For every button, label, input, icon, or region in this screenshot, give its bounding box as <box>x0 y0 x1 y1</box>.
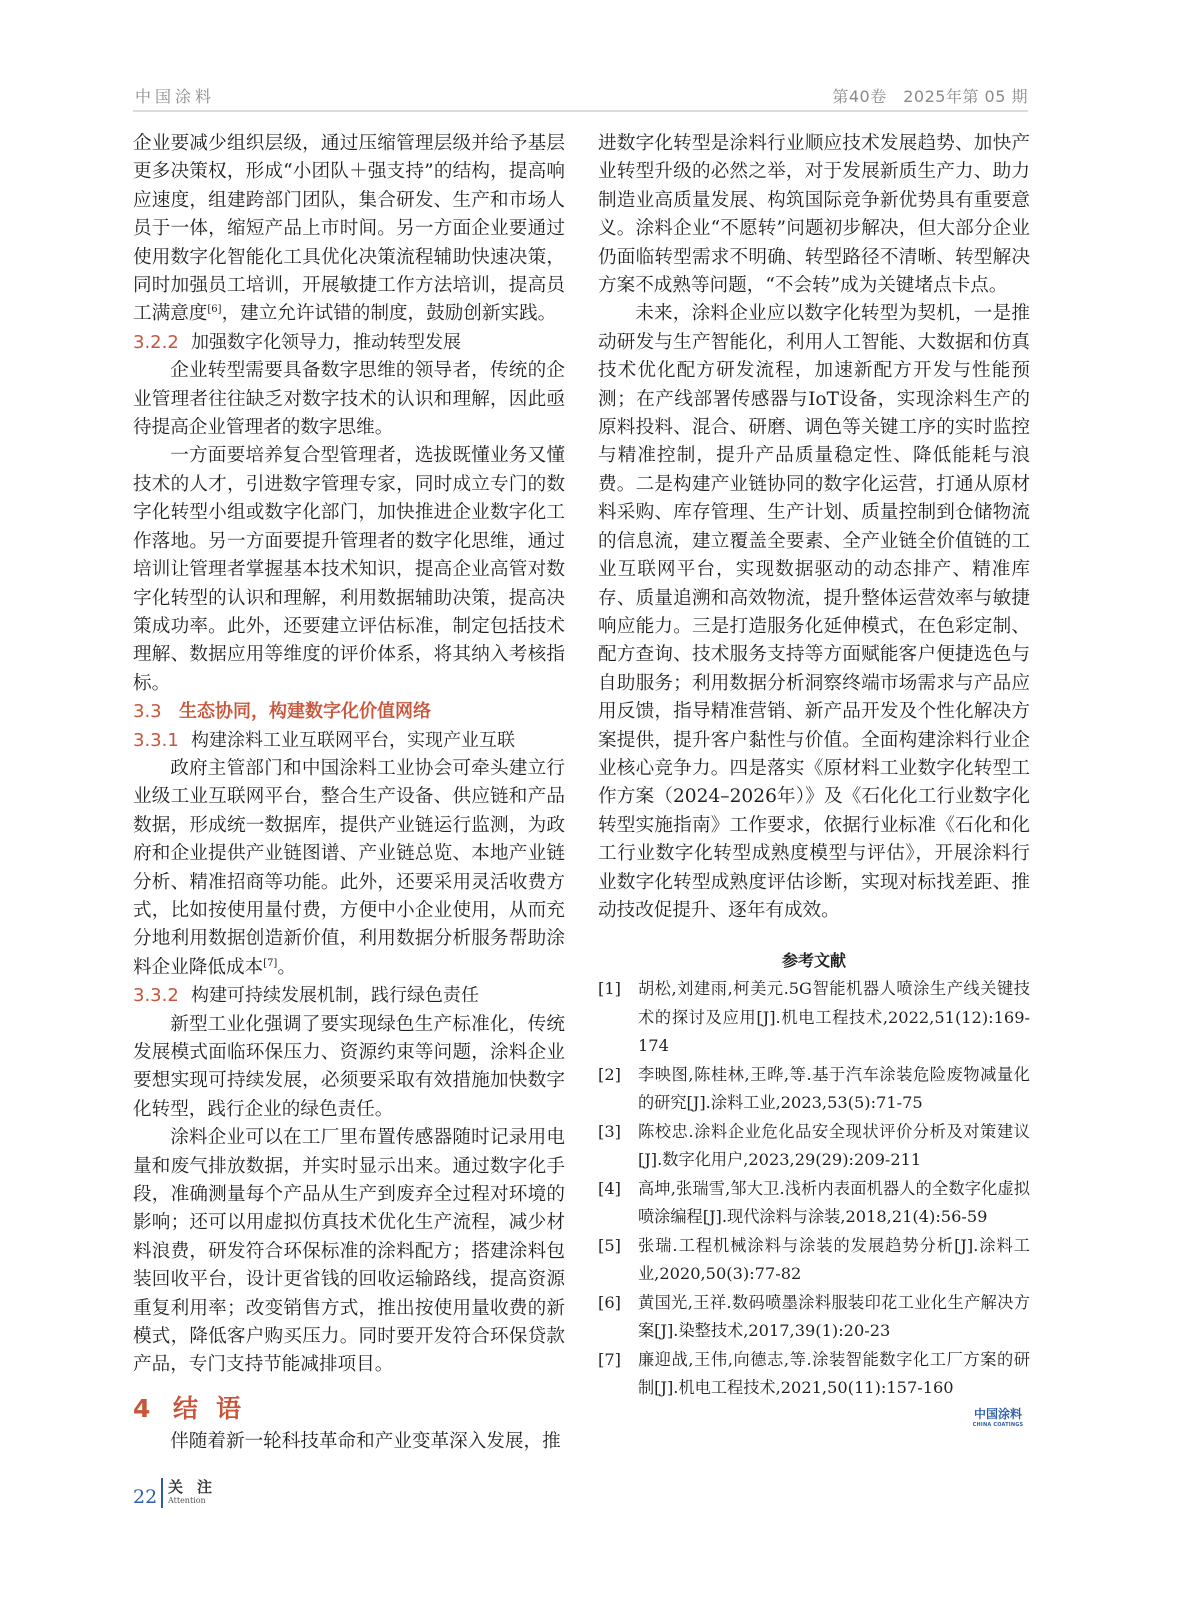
section-heading-3-3-2: 3.3.2 构建可持续发展机制，践行绿色责任 <box>133 985 479 1007</box>
paragraph: 新型工业化强调了要实现绿色生产标准化，传统发展模式面临环保压力、资源约束等问题，涂料企业要想实现可持续发展，必须要采取有效措施加快数字化转型，践行企业的绿色责任。 <box>133 1013 565 1120</box>
references-title: 参考文献 <box>781 951 846 971</box>
reference-list <box>598 975 1030 1403</box>
section-heading-3-3: 3.3 生态协同，构建数字化价值网络 <box>133 701 431 723</box>
reference-item: [1] 胡松,刘建雨,柯美元.5G智能机器人喷涂生产线关键技术的探讨及应用[J].机电工程技术,2022,51(12):169-174 <box>598 979 1030 1056</box>
paragraph: 一方面要培养复合型管理者，选拔既懂业务又懂技术的人才，引进数字管理专家，同时成立专门的数字化转型小组或数字化部门，加快推进企业数字化工作落地。另一方面要提升管理者的数字化思维，通过培训让管理者掌握基本技术知识，提高企业高管对数字化转型的认识和理解，利用数据辅助决策，提高决策成功率。此外，还要建立评估标准，制定包括技术理解、数据应用等维度的评价体系，将其纳入考核指标。 <box>133 445 565 694</box>
section-heading-3-3-1: 3.3.1 构建涂料工业互联网平台，实现产业互联 <box>133 729 515 751</box>
footer-divider <box>161 1478 163 1508</box>
citation: [6] <box>207 304 222 316</box>
paragraph: 涂料企业可以在工厂里布置传感器随时记录用电量和废气排放数据，并实时显示出来。通过数字化手段，准确测量每个产品从生产到废弃全过程对环境的影响；还可以用虚拟仿真技术优化生产流程，减少材料浪费，研发符合环保标准的涂料配方；搭建涂料包装回收平台，设计更省钱的回收运输路线，提高资源重复利用率；改变销售方式，推出按使用量收费的新模式，降低客户购买压力。同时要开发符合环保贷款产品，专门支持节能减排项目。 <box>133 1127 565 1376</box>
section-label: 关注 <box>168 1478 227 1496</box>
paragraph: 企业转型需要具备数字思维的领导者，传统的企业管理者往往缺乏对数字技术的认识和理解，因此亟待提高企业管理者的数字思维。 <box>133 360 565 439</box>
section-label-en: Attention <box>168 1496 206 1505</box>
paragraph: 企业要减少组织层级，通过压缩管理层级并给予基层更多决策权，形成“小团队＋强支持”的结构，提高响应速度，组建跨部门团队，集合研发、生产和市场人员于一体，缩短产品上市时间。另一方面企业要通过使用数字化智能化工具优化决策流程辅助快速决策，同时加强员工培训，开展敏捷工作方法培训，提高员工满意度[6]，建立允许试错的制度，鼓励创新实践。 <box>133 133 565 325</box>
left-column <box>133 130 565 1456</box>
paragraph: 政府主管部门和中国涂料工业协会可牵头建立行业级工业互联网平台，整合生产设备、供应链和产品数据，形成统一数据库，提供产业链运行监测，为政府和企业提供产业链图谱、产业链总览、本地产业链分析、精准招商等功能。此外，还要采用灵活收费方式，比如按使用量付费，方便中小企业使用，从而充分地利用数据创造新价值，利用数据分析服务帮助涂料企业降低成本[7]。 <box>133 757 565 978</box>
reference-item: [2] 李映图,陈桂林,王晔,等.基于汽车涂装危险废物减量化的研究[J].涂料工业,2023,53(5):71-75 <box>598 1064 1030 1113</box>
journal-name: 中国涂料 <box>135 87 216 106</box>
section-heading-4: 4 结语 <box>133 1393 260 1423</box>
paragraph: 进数字化转型是涂料行业顺应技术发展趋势、加快产业转型升级的必然之举，对于发展新质生产力、助力制造业高质量发展、构筑国际竞争新优势具有重要意义。涂料企业“不愿转”问题初步解决，但大部分企业仍面临转型需求不明确、转型路径不清晰、转型解决方案不成熟等问题，“不会转”成为关键堵点卡点。 <box>598 133 1030 297</box>
issue-info: 第40卷 2025年第 05 期 <box>832 87 1028 106</box>
reference-item: [6] 黄国光,王祥.数码喷墨涂料服装印花工业化生产解决方案[J].染整技术,2017,39(1):20-23 <box>598 1292 1030 1341</box>
reference-item: [3] 陈校忠.涂料企业危化品安全现状评价分析及对策建议[J].数字化用户,2023,29(29):209-211 <box>598 1121 1030 1170</box>
section-heading-3-2-2: 3.2.2 加强数字化领导力，推动转型发展 <box>133 331 461 353</box>
page-number: 22 <box>133 1486 158 1508</box>
right-column <box>598 130 1030 1403</box>
reference-item: [7] 廉迎战,王伟,向德志,等.涂装智能数字化工厂方案的研制[J].机电工程技术,2021,50(11):157-160 <box>598 1349 1030 1398</box>
running-header <box>133 84 1028 112</box>
reference-item: [5] 张瑞.工程机械涂料与涂装的发展趋势分析[J].涂料工业,2020,50(3):77-82 <box>598 1235 1030 1284</box>
paragraph: 未来，涂料企业应以数字化转型为契机，一是推动研发与生产智能化，利用人工智能、大数据和仿真技术优化配方研发流程，加速新配方开发与性能预测；在产线部署传感器与IoT设备，实现涂料生产的原料投料、混合、研磨、调色等关键工序的实时监控与精准控制，提升产品质量稳定性、降低能耗与浪费。二是构建产业链协同的数字化运营，打通从原材料采购、库存管理、生产计划、质量控制到仓储物流的信息流，建立覆盖全要素、全产业链全价值链的工业互联网平台，实现数据驱动的动态排产、精准库存、质量追溯和高效物流，提升整体运营效率与敏捷响应能力。三是打造服务化延伸模式，在色彩定制、配方查询、技术服务支持等方面赋能客户便捷选色与自助服务；利用数据分析洞察终端市场需求与产品应用反馈，指导精准营销、新产品开发及个性化解决方案提供，提升客户黏性与价值。全面构建涂料行业企业核心竞争力。四是落实《原材料工业数字化转型工作方案（2024–2026年）》及《石化化工行业数字化转型实施指南》工作要求，依据行业标准《石化和化工行业数字化转型成熟度模型与评估》，开展涂料行业数字化转型成熟度评估诊断，实现对标找差距、推动技改促提升、逐年有成效。 <box>598 303 1030 921</box>
citation: [7] <box>263 957 278 969</box>
paragraph: 伴随着新一轮科技革命和产业变革深入发展，推 <box>170 1430 561 1452</box>
reference-item: [4] 高坤,张瑞雪,邹大卫.浅析内表面机器人的全数字化虚拟喷涂编程[J].现代涂料与涂装,2018,21(4):56-59 <box>598 1178 1030 1227</box>
china-coatings-logo: 中国涂料 CHINA COATINGS <box>972 1407 1024 1428</box>
